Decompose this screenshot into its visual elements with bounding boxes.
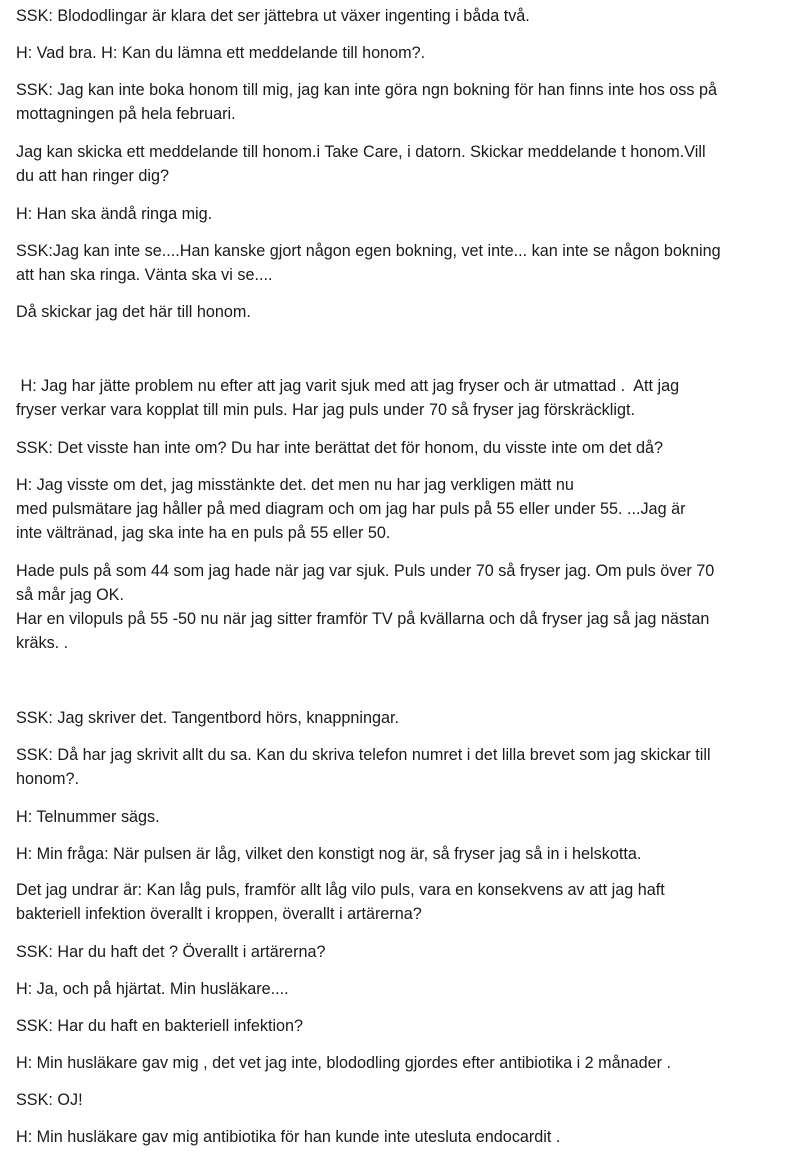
- text-line: kräks. .: [16, 634, 69, 652]
- paragraph: [16, 300, 776, 324]
- text-line: H: Min husläkare gav mig , det vet jag inte, blododling gjordes efter antibiotika i 2 månader .: [16, 1054, 672, 1072]
- text-line: H: Telnummer sägs.: [16, 808, 160, 826]
- paragraph: [16, 436, 776, 460]
- text-line: Jag kan skicka ett meddelande till honom.i Take Care, i datorn. Skickar meddelande t honom.Vill: [16, 143, 706, 161]
- text-line: H: Min fråga: När pulsen är låg, vilket den konstigt nog är, så fryser jag så in i helskotta.: [16, 845, 642, 863]
- paragraph: [16, 842, 776, 866]
- text-line: SSK: Jag skriver det. Tangentbord hörs, knappningar.: [16, 709, 400, 727]
- text-line: du att han ringer dig?: [16, 167, 169, 185]
- paragraph: [16, 78, 776, 126]
- text-line: fryser verkar vara kopplat till min puls. Har jag puls under 70 så fryser jag förskräckligt.: [16, 401, 635, 419]
- paragraph: [16, 374, 776, 422]
- text-line: honom?.: [16, 770, 79, 788]
- text-line: SSK: Blododlingar är klara det ser jättebra ut växer ingenting i båda två.: [16, 7, 530, 25]
- text-line: bakteriell infektion överallt i kroppen, överallt i artärerna?: [16, 905, 422, 923]
- paragraph: [16, 878, 776, 926]
- text-line: att han ska ringa. Vänta ska vi se....: [16, 266, 273, 284]
- paragraph: [16, 41, 776, 65]
- paragraph: [16, 805, 776, 829]
- text-line: H: Vad bra. H: Kan du lämna ett meddelande till honom?.: [16, 44, 426, 62]
- paragraph: [16, 1014, 776, 1038]
- text-line: SSK: Har du haft en bakteriell infektion?: [16, 1017, 304, 1035]
- text-line: mottagningen på hela februari.: [16, 105, 236, 123]
- text-line: SSK: Har du haft det ? Överallt i artärerna?: [16, 943, 326, 961]
- paragraph: [16, 706, 776, 730]
- text-line: Det jag undrar är: Kan låg puls, framför allt låg vilo puls, vara en konsekvens av att jag haft: [16, 881, 665, 899]
- text-line: SSK: Det visste han inte om? Du har inte berättat det för honom, du visste inte om det då?: [16, 439, 663, 457]
- paragraph: [16, 4, 776, 28]
- paragraph: [16, 140, 776, 188]
- paragraph: [16, 977, 776, 1001]
- text-line: SSK:Jag kan inte se....Han kanske gjort någon egen bokning, vet inte... kan inte se någon bokning: [16, 242, 721, 260]
- paragraph: [16, 473, 776, 545]
- paragraph: [16, 1051, 776, 1075]
- paragraph: [16, 202, 776, 226]
- text-line: så mår jag OK.: [16, 586, 124, 604]
- text-line: H: Ja, och på hjärtat. Min husläkare....: [16, 980, 289, 998]
- text-line: SSK: OJ!: [16, 1091, 83, 1109]
- text-line: H: Jag visste om det, jag misstänkte det. det men nu har jag verkligen mätt nu: [16, 476, 574, 494]
- paragraph: [16, 940, 776, 964]
- paragraph: [16, 239, 776, 287]
- text-line: med pulsmätare jag håller på med diagram och om jag har puls på 55 eller under 55. ...Jag är: [16, 500, 686, 518]
- text-line: inte vältränad, jag ska inte ha en puls på 55 eller 50.: [16, 524, 391, 542]
- paragraph: [16, 1125, 776, 1149]
- text-line: Hade puls på som 44 som jag hade när jag var sjuk. Puls under 70 så fryser jag. Om puls över 70: [16, 562, 715, 580]
- paragraph: [16, 743, 776, 791]
- text-line: Då skickar jag det här till honom.: [16, 303, 251, 321]
- text-line: SSK: Då har jag skrivit allt du sa. Kan du skriva telefon numret i det lilla brevet som jag skickar till: [16, 746, 711, 764]
- text-line: Har en vilopuls på 55 -50 nu när jag sitter framför TV på kvällarna och då fryser jag så jag nästan: [16, 610, 710, 628]
- paragraph: [16, 1088, 776, 1112]
- paragraph: [16, 559, 776, 655]
- text-line: SSK: Jag kan inte boka honom till mig, jag kan inte göra ngn bokning för han finns inte hos oss på: [16, 81, 717, 99]
- text-line: H: Han ska ändå ringa mig.: [16, 205, 213, 223]
- text-line: H: Min husläkare gav mig antibiotika för han kunde inte utesluta endocardit .: [16, 1128, 561, 1146]
- text-line: H: Jag har jätte problem nu efter att jag varit sjuk med att jag fryser och är utmattad . Att jag: [16, 377, 680, 395]
